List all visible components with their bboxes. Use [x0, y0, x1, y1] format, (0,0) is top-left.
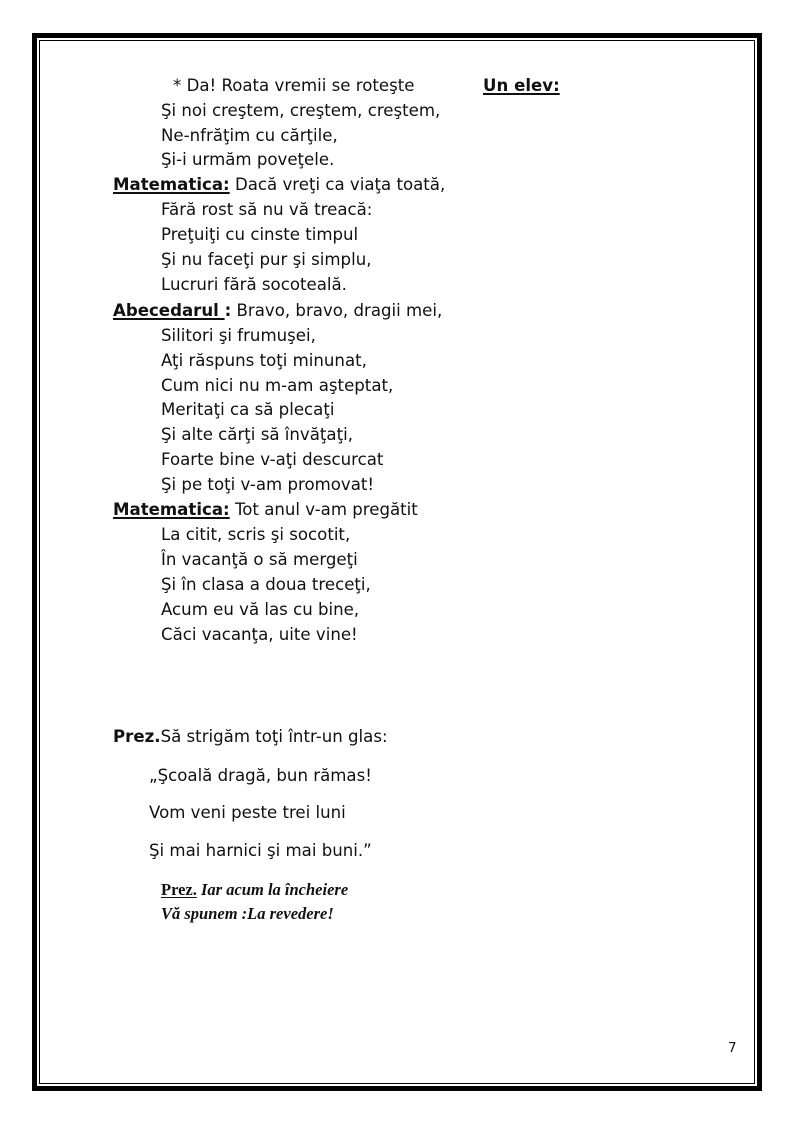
verse-line: Foarte bine v-aţi descurcat: [161, 450, 384, 469]
verse-line: Şi nu faceţi pur şi simplu,: [161, 250, 372, 269]
quote-line: Vom veni peste trei luni: [149, 803, 346, 822]
verse-line: Căci vacanţa, uite vine!: [161, 625, 358, 644]
section-abecedarul-heading: [113, 301, 442, 321]
section-matematica-2-heading: [113, 500, 418, 520]
verse-line: Şi noi creştem, creştem, creştem,: [161, 101, 441, 120]
verse-line: Fără rost să nu vă treacă:: [161, 200, 373, 219]
presenter-line: [113, 727, 388, 747]
verse-line: Şi în clasa a doua treceţi,: [161, 575, 371, 594]
verse-line: Şi pe toţi v-am promovat!: [161, 475, 375, 494]
verse-line: În vacanţă o să mergeţi: [161, 550, 358, 569]
verse-line: La citit, scris şi socotit,: [161, 525, 351, 544]
speaker-label-abecedarul: Abecedarul: [113, 301, 225, 320]
verse-line: Ne-nfrăţim cu cărţile,: [161, 126, 338, 145]
verse-line: Preţuiţi cu cinste timpul: [161, 225, 359, 244]
verse-line: Tot anul v-am pregătit: [229, 500, 418, 519]
verse-line: Şi-i urmăm poveţele.: [161, 150, 335, 169]
speaker-label-un-elev: Un elev:: [483, 76, 560, 95]
verse-line: Bravo, bravo, dragii mei,: [231, 301, 443, 320]
section-matematica-1-heading: [113, 175, 445, 195]
verse-line: Aţi răspuns toţi minunat,: [161, 351, 367, 370]
verse-line: Meritaţi ca să plecaţi: [161, 400, 335, 419]
speaker-label-matematica: Matematica:: [113, 500, 230, 519]
speaker-label-matematica: Matematica:: [113, 175, 230, 194]
verse-line: Lucruri fără socoteală.: [161, 275, 347, 294]
closing-line: [161, 880, 348, 900]
page-border-inner: [39, 40, 755, 1084]
verse-line: Şi alte cărţi să învăţaţi,: [161, 425, 353, 444]
verse-line: Să strigăm toţi într-un glas:: [160, 727, 388, 746]
speaker-label-prez-closing: Prez.: [161, 880, 197, 899]
verse-line: Cum nici nu m-am aşteptat,: [161, 376, 394, 395]
verse-line: Acum eu vă las cu bine,: [161, 600, 360, 619]
page-number: 7: [728, 1040, 737, 1056]
speaker-colon: :: [224, 301, 232, 320]
quote-line: Şi mai harnici şi mai buni.”: [149, 841, 372, 860]
intro-first-line: * Da! Roata vremii se roteşte: [173, 76, 415, 95]
closing-line: Vă spunem :La revedere!: [161, 904, 334, 923]
verse-line: Silitori şi frumuşei,: [161, 326, 316, 345]
speaker-label-prez: Prez.: [113, 727, 161, 746]
verse-line: Dacă vreţi ca viaţa toată,: [229, 175, 446, 194]
quote-line: „Şcoală dragă, bun rămas!: [149, 766, 372, 785]
closing-text: Iar acum la încheiere: [196, 880, 349, 899]
